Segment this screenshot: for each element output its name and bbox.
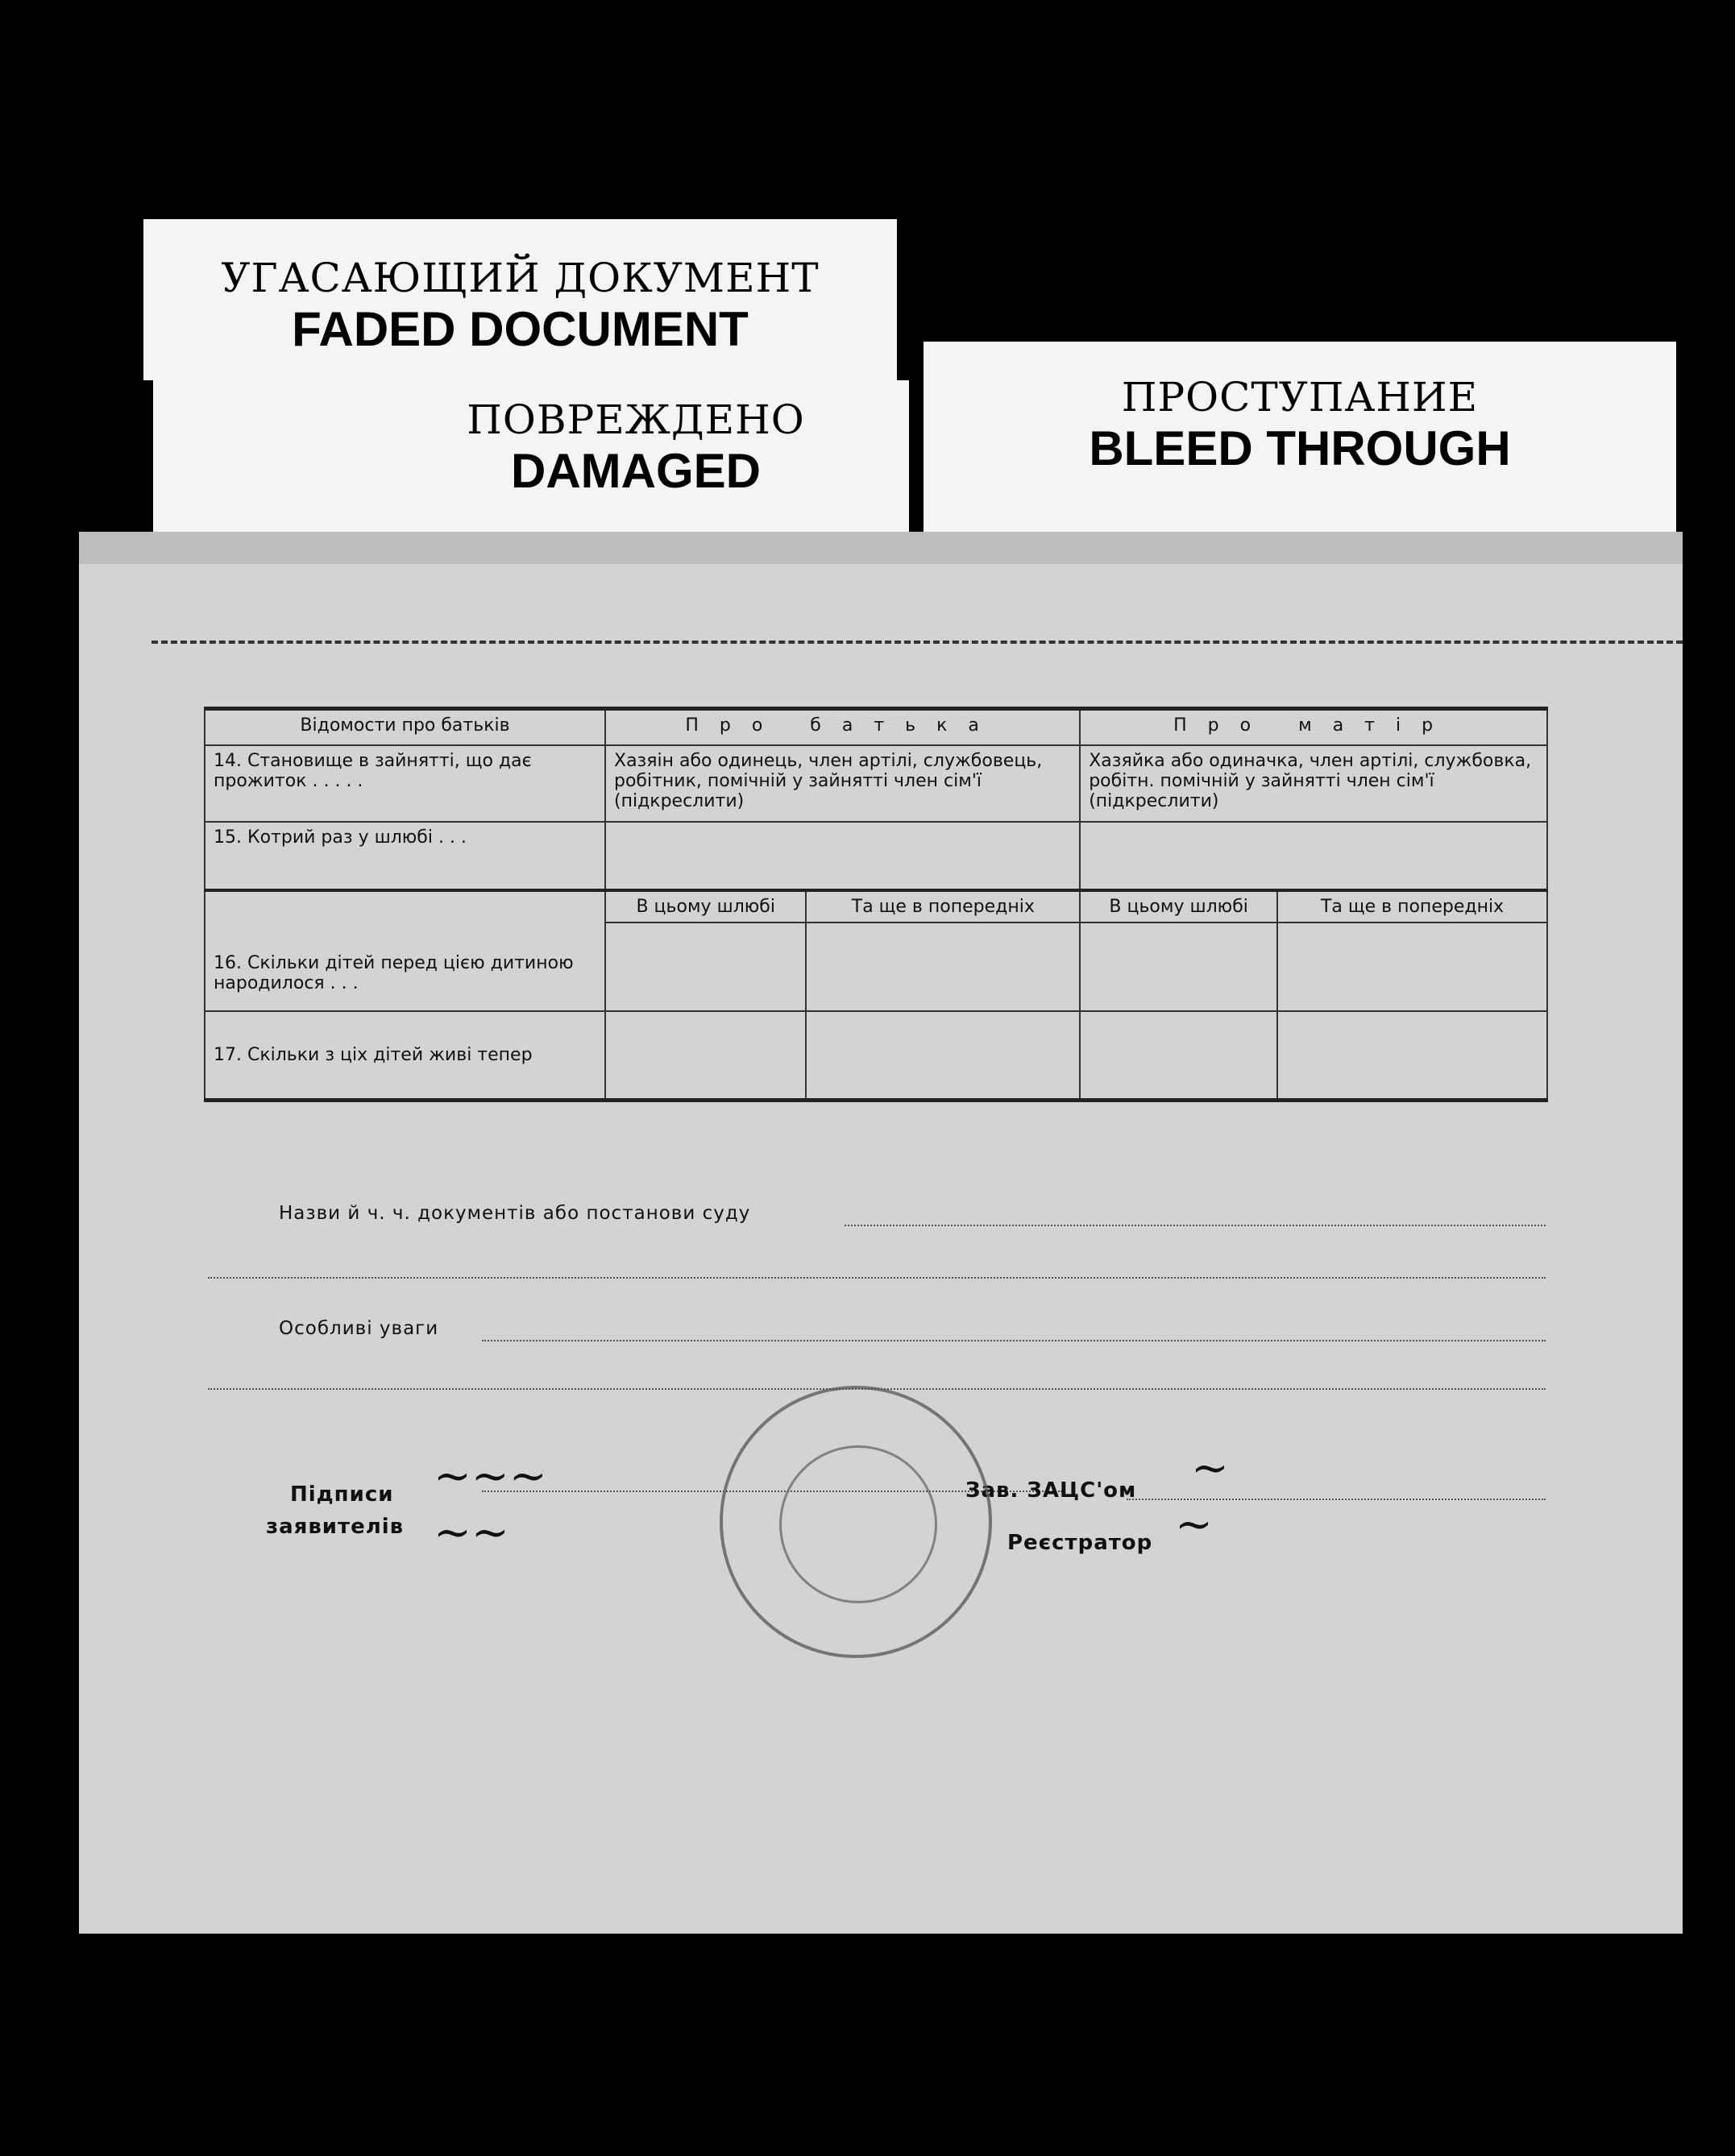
header-parents-info: Відомости про батьків [205, 709, 605, 746]
row-17-father-this [605, 1011, 806, 1100]
row-14-father: Хазяін або одинець, член артілі, службовець, робітник, помічній у зайнятті член сім'ї (підкреслити) [605, 745, 1080, 822]
header-mother: Про матір [1080, 709, 1547, 746]
sub-mother-this: В цьому шлюбі [1080, 890, 1277, 923]
damaged-label-ru: ПОВРЕЖДЕНО [467, 396, 805, 443]
row-15-father [605, 822, 1080, 890]
bleed-label-ru: ПРОСТУПАНИЕ [1121, 374, 1479, 421]
row-17-father-prev [806, 1011, 1080, 1100]
official-seal [720, 1386, 992, 1658]
tear-line [152, 641, 1683, 644]
documents-line-1 [845, 1225, 1546, 1226]
row-16-label-cell [205, 890, 605, 1011]
applicant-signature-1: ~~~ [434, 1450, 547, 1503]
registrar-signature: ~ [1175, 1499, 1213, 1551]
remarks-label: Особливі уваги [279, 1318, 439, 1339]
row-15-mother [1080, 822, 1547, 890]
parents-info-table [204, 707, 1548, 1102]
header-father: Про батька [605, 709, 1080, 746]
damaged-tag [153, 380, 909, 533]
signatures-label-1: Підписи [290, 1482, 394, 1507]
row-16-label: 16. Скільки дітей перед цією дитиною народилося . . . [214, 953, 574, 993]
row-16-mother-prev [1277, 923, 1547, 1011]
documents-line-2 [208, 1277, 1546, 1279]
faded-label-ru: УГАСАЮЩИЙ ДОКУМЕНТ [221, 255, 820, 301]
registrar-label: Реєстратор [1007, 1531, 1153, 1555]
row-15-label: 15. Котрий раз у шлюбі . . . [205, 822, 605, 890]
sub-father-prev: Та ще в попередніх [806, 890, 1080, 923]
faded-label-en: FADED DOCUMENT [292, 302, 749, 356]
row-16-father-this [605, 923, 806, 1011]
faded-document-tag [143, 219, 897, 380]
documents-label: Назви й ч. ч. документів або постанови суду [279, 1203, 751, 1224]
row-16-mother-this [1080, 923, 1277, 1011]
row-14-mother: Хазяйка або одиначка, член артілі, службовка, робітн. помічній у зайнятті член сім'ї (підкреслити) [1080, 745, 1547, 822]
sub-mother-prev: Та ще в попередніх [1277, 890, 1547, 923]
signatures-label-2: заявителів [266, 1515, 405, 1539]
remarks-line-1 [482, 1340, 1546, 1341]
official-seal-center [779, 1445, 937, 1603]
document-sheet [79, 532, 1683, 1934]
row-14-label: 14. Становище в зайнятті, що дає прожиток . . . . . [205, 745, 605, 822]
zags-head-label: Зав. ЗАЦС'ом [965, 1478, 1137, 1503]
sheet-top-band [79, 532, 1683, 564]
applicant-signature-2: ~~ [434, 1507, 509, 1559]
bleed-label-en: BLEED THROUGH [1089, 421, 1511, 475]
bleed-through-tag [924, 342, 1676, 543]
sub-father-this: В цьому шлюбі [605, 890, 806, 923]
row-17-mother-this [1080, 1011, 1277, 1100]
row-17-mother-prev [1277, 1011, 1547, 1100]
row-17-label: 17. Скільки з ціх дітей живі тепер [205, 1011, 605, 1100]
damaged-label-en: DAMAGED [511, 444, 761, 498]
row-16-father-prev [806, 923, 1080, 1011]
head-signature: ~ [1191, 1442, 1229, 1495]
